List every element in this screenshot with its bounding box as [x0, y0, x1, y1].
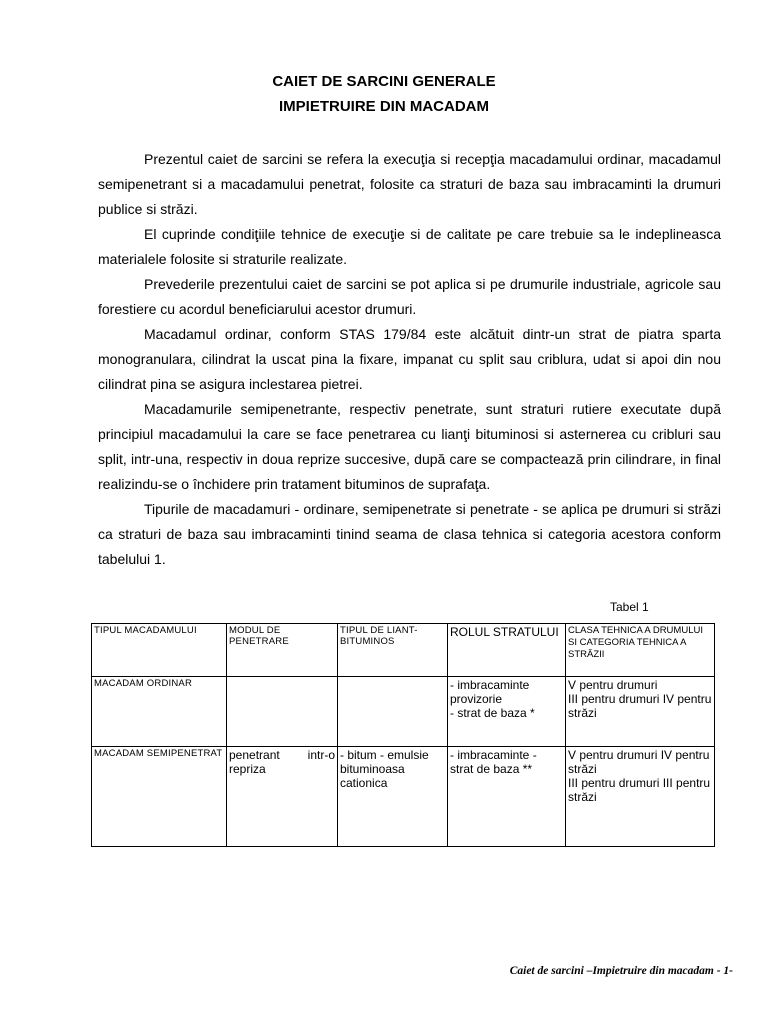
cell-line: V pentru drumuri	[568, 678, 658, 692]
paragraph: Prezentul caiet de sarcini se refera la execuţia si recepţia macadamului ordinar, macadamul semipenetrant si a macadamului penetrat, folosite ca straturi de baza sau imbracaminti la drumuri publice si străzi.	[98, 151, 721, 217]
cell-clasa	[566, 677, 715, 747]
cell-mod	[227, 747, 338, 847]
document-body	[98, 147, 721, 572]
page-footer: Caiet de sarcini –Impietruire din macadam - 1-	[509, 965, 733, 977]
document-title: CAIET DE SARCINI GENERALE	[272, 73, 496, 90]
cell-clasa	[566, 747, 715, 847]
document-subtitle: IMPIETRUIRE DIN MACADAM	[279, 98, 489, 115]
paragraph: Tipurile de macadamuri - ordinare, semipenetrate si penetrate - se aplica pe drumuri si străzi ca straturi de baza sau imbracaminti tinind seama de clasa tehnica si categoria acestora conform tabelului 1.	[98, 501, 721, 567]
header-cell-liant: TIPUL DE LIANT-BITUMINOS	[338, 624, 448, 677]
cell-line: V pentru drumuri IV pentru străzi	[568, 748, 710, 776]
cell-line: III pentru drumuri III pentru străzi	[568, 776, 711, 804]
table-row	[92, 747, 715, 847]
paragraph: Prevederile prezentului caiet de sarcini se pot aplica si pe drumurile industriale, agricole sau forestiere cu acordul beneficiarului acestor drumuri.	[98, 276, 721, 317]
table-caption: Tabel 1	[610, 600, 649, 614]
header-cell-tip: TIPUL MACADAMULUI	[92, 624, 227, 677]
cell-rol	[448, 747, 566, 847]
cell-line: III pentru drumuri IV pentru străzi	[568, 692, 712, 720]
paragraph: Macadamurile semipenetrante, respectiv penetrate, sunt straturi rutiere executate după principiul macadamului la care se face penetrarea cu lianţi bituminosi si asternerea cu cribluri sau split, intr-una, respectiv in doua reprize succesive, după care se compactează prin cilindrare, in final realizindu-se o închidere prin tratament bituminos de suprafaţa.	[98, 401, 721, 492]
cell-liant	[338, 677, 448, 747]
paragraph: Macadamul ordinar, conform STAS 179/84 este alcătuit dintr-un strat de piatra sparta monogranulara, cilindrat la uscat pina la fixare, impanat cu split sau criblura, udat si apoi din nou cilindrat pina se asigura inclestarea pietrei.	[98, 326, 721, 392]
cell-line: - imbracaminte provizorie	[450, 678, 530, 706]
paragraph: El cuprinde condiţiile tehnice de execuţie si de calitate pe care trebuie sa le indeplineasca materialele folosite si straturile realizate.	[98, 226, 721, 267]
macadam-table	[91, 623, 715, 847]
cell-rol	[448, 677, 566, 747]
cell-line: - imbracaminte - strat de baza **	[450, 748, 537, 776]
header-cell-clasa: CLASA TEHNICA A DRUMULUI SI CATEGORIA TEHNICA A STRĂZII	[566, 624, 715, 677]
header-cell-rol: ROLUL STRATULUI	[448, 624, 566, 677]
cell-tip: MACADAM SEMIPENETRAT	[92, 747, 227, 847]
cell-line: penetrant intr-o repriza	[229, 748, 335, 776]
cell-line: - strat de baza *	[450, 706, 535, 720]
table-row	[92, 677, 715, 747]
cell-mod	[227, 677, 338, 747]
header-cell-mod: MODUL DE PENETRARE	[227, 624, 338, 677]
cell-tip: MACADAM ORDINAR	[92, 677, 227, 747]
table-header-row	[92, 624, 715, 677]
cell-liant: - bitum - emulsie bituminoasa cationica	[338, 747, 448, 847]
